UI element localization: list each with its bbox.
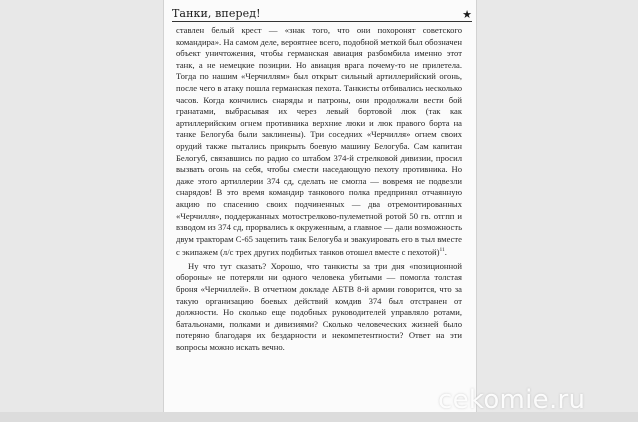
site-watermark: cekomie.ru — [438, 385, 586, 415]
page-body-text — [176, 25, 462, 353]
paragraph-1-text: ставлен белый крест — «знак того, что они похоронят советского командира». На самом деле, вероятнее всего, подобной меткой был обозначен объект уничтожения, чтобы германская авиация разбомбила именно этот танк, а не немецкие позиции. Но авиация врага почему-то не прилетела. Тогда по нашим «Черчиллям» был открыт сильный артиллерийский огонь, после чего в атаку пошла германская пехота. Танкисты отбивались несколько часов. Когда кончились снаряды и патроны, они продолжали вести бой гранатами, выбрасывая их через левый бортовой люк (так как артиллерийским огнем противника верхние люки и люк правого борта на танке Белогуба были заклинены). Три соседних «Черчилля» огнем своих орудий также пытались прикрыть боевую машину Белогуба. Сам капитан Белогуб, связавшись по радио со штабом 374-й стрелковой дивизии, просил вызвать огонь на себя, чтобы смести наседающую пехоту противника. Но даже этого артиллерии 374 сд, сделать не смогла — вовремя не подвезли снарядов! В это время командир танкового полка предпринял отчаянную акцию по спасению своих подчиненных — два отремонтированных «Черчилля», поддержанных мотострелково-пулеметной ротой 50 гв. отгпп и взводом из 374 сд, прорвались к окруженным, а главное — дали возможность двум тракторам С-65 зацепить танк Белогуба и эвакуировать его в тыл вместе с экипажем (л/с трех других подбитых танков отошел вместе с пехотой) — [176, 25, 462, 258]
running-head-title: Танки, вперед! — [172, 7, 261, 20]
star-icon: ★ — [462, 8, 472, 21]
footnote-marker[interactable]: 11 — [439, 247, 445, 254]
viewer-margin-left — [0, 0, 163, 422]
paragraph-2 — [176, 261, 462, 354]
paragraph-2-text: Ну что тут сказать? Хорошо, что танкисты за три дня «позиционной обороны» не потеряли ни одного человека убитыми — помогла толстая броня «Черчиллей». В отчетном докладе АБТВ 8-й армии говорится, что за такую организацию боевых действий комдив 374 был отстранен от должности. Но сколько еще подобных руководителей управляло ротами, батальонами, полками и дивизиями? Сколько человеческих жизней было потеряно благодаря их бездарности и некомпетентности? Ответ на эти вопросы можно искать вечно. — [176, 260, 462, 352]
book-page — [163, 0, 477, 422]
running-head — [172, 4, 472, 22]
paragraph-1 — [176, 25, 462, 259]
paragraph-1-tail: . — [444, 247, 447, 258]
viewer-margin-right — [477, 0, 638, 422]
